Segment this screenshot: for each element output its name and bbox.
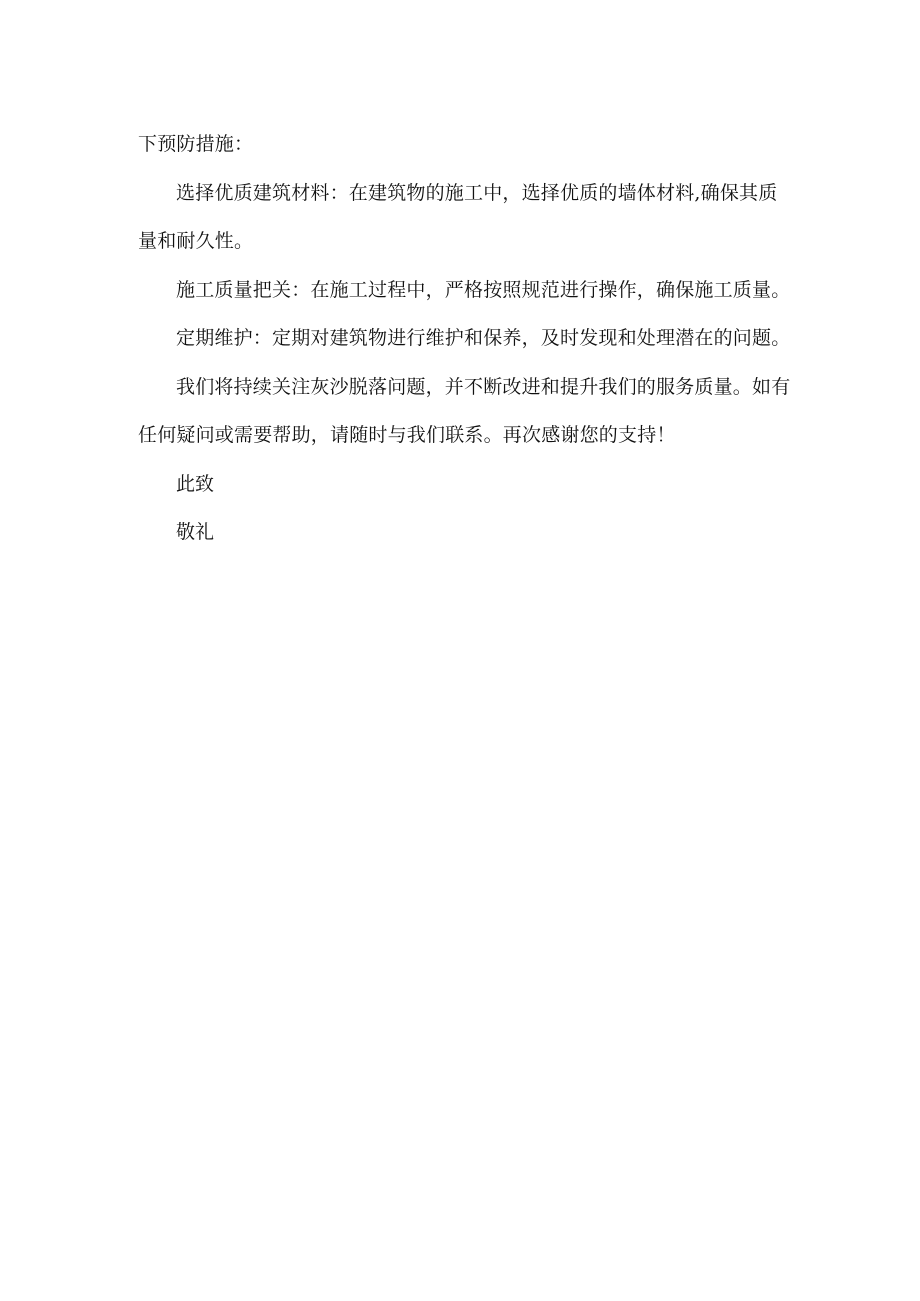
paragraph-intro-fragment: 下预防措施： [138, 133, 254, 155]
paragraph-quality-materials: 选择优质建筑材料：在建筑物的施工中，选择优质的墙体材料,确保其质量和耐久性。 [138, 181, 778, 252]
paragraph-construction-quality: 施工质量把关：在施工过程中，严格按照规范进行操作，确保施工质量。 [176, 278, 791, 301]
closing-regards: 敬礼 [176, 521, 215, 543]
closing-salutation: 此致 [176, 472, 215, 495]
paragraph-commitment: 我们将持续关注灰沙脱落问题，并不断改进和提升我们的服务质量。如有任何疑问或需要帮助，请随时与我们联系。再次感谢您的支持！ [138, 375, 791, 446]
paragraph-regular-maintenance: 定期维护：定期对建筑物进行维护和保养，及时发现和处理潜在的问题。 [176, 327, 791, 349]
document-body [138, 120, 794, 557]
